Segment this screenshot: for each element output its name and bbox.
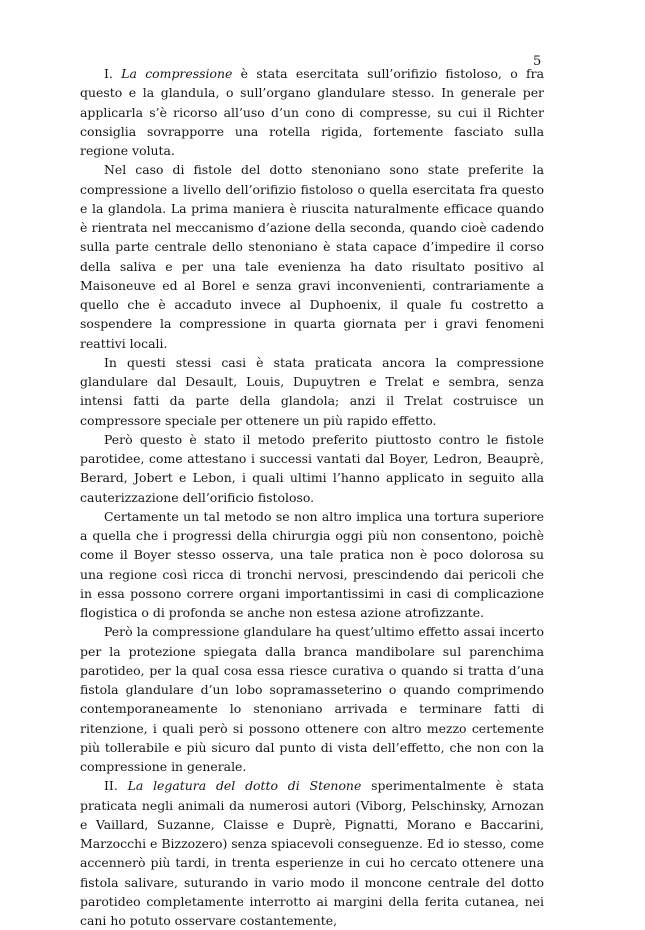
paragraph-text: sperimentalmente è stata praticata negli animali da numerosi autori (Viborg, Pelschinsky, Arnozan e Vaillard, Suzanne, Claisse e Duprè, Pignatti, Morano e Baccarini, Marzocchi e Bizzozero) senza spiacevoli conseguenze. Ed io stesso, come accennerò più tardi, in trenta esperienze in cui ho cercato ottenere una fistola salivare, suturando in vario modo il moncone centrale del dotto parotideo completamente interrotto ai margini della ferita cutanea, nei cani ho potuto osservare costantemente, (80, 778, 545, 928)
paragraph (80, 776, 544, 930)
italic-heading-text: La legatura del dotto di Stenone (127, 778, 362, 794)
paragraph (80, 622, 544, 776)
page-number: 5 (533, 54, 542, 69)
italic-heading-text: La compressione (121, 66, 233, 81)
paragraph (80, 430, 544, 507)
paragraph (80, 160, 544, 353)
paragraph (80, 507, 544, 623)
paragraph (80, 353, 544, 430)
paragraph-text: Nel caso di fistole del dotto stenoniano sono state preferite la compressione a livello dell’orifizio fistoloso o quella esercitata fra questo e la glandola. La prima maniera è riuscita naturalmente efficace quando è rientrata nel meccanismo d’azione della seconda, quando cioè cadendo sulla parte centrale dello stenoniano è stata capace d’impedire il corso della saliva e per una tale evenienza ha dato risultato positivo al Maisoneuve ed al Borel e senza gravi inconvenienti, contrariamente a quello che è accaduto invece al Duphoenix, il quale fu costretto a sospendere la compressione in quarta giornata per i gravi fenomeni reattivi locali. (80, 162, 544, 351)
paragraph-text: è stata esercitata sull’orifizio fistoloso, o fra questo e la glandula, o sull’organo glandulare stesso. In generale per applicarla s’è ricorso all’uso d’un cono di compresse, su cui il Richter consiglia sovrapporre una rotella rigida, fortemente fasciato sulla regione voluta. (80, 66, 545, 158)
body-text (80, 64, 544, 930)
paragraph-text: I. (104, 66, 122, 81)
paragraph-text: Però questo è stato il metodo preferito piuttosto contro le fistole parotidee, come attestano i successi vantati dal Boyer, Ledron, Beauprè, Berard, Jobert e Lebon, i quali ultimi l’hanno applicato in seguito alla cauterizzazione dell’orificio fistoloso. (80, 431, 544, 505)
paragraph-text: II. (104, 778, 128, 794)
paragraph (80, 64, 544, 160)
paragraph-text: Certamente un tal metodo se non altro implica una tortura superiore a quella che i progressi della chirurgia oggi più non consentono, poichè come il Boyer stesso osserva, una tale pratica non è poco dolorosa su una regione così ricca di tronchi nervosi, prescindendo dai pericoli che in essa possono correre organi importantissimi in casi di complicazione flogistica o di profonda se anche non estesa azione atrofizzante. (80, 508, 544, 620)
paragraph-text: Però la compressione glandulare ha quest’ultimo effetto assai incerto per la protezione spiegata dalla branca mandibolare sul parenchima parotideo, per la qual cosa essa riesce curativa o quando si tratta d’una fistola glandulare d’un lobo sopramasseterino o quando comprimendo contemporaneamente lo stenoniano arrivada e terminare fatti di ritenzione, i quali però si possono ottenere con altro mezzo certemente più tollerabile e più sicuro dal punto di vista dell’effetto, che non con la compressione in generale. (80, 624, 544, 774)
paragraph-text: In questi stessi casi è stata praticata ancora la compressione glandulare dal Desault, Louis, Dupuytren e Trelat e sembra, senza intensi fatti da parte della glandola; anzi il Trelat costruisce un compressore speciale per ottenere un più rapido effetto. (80, 354, 544, 428)
